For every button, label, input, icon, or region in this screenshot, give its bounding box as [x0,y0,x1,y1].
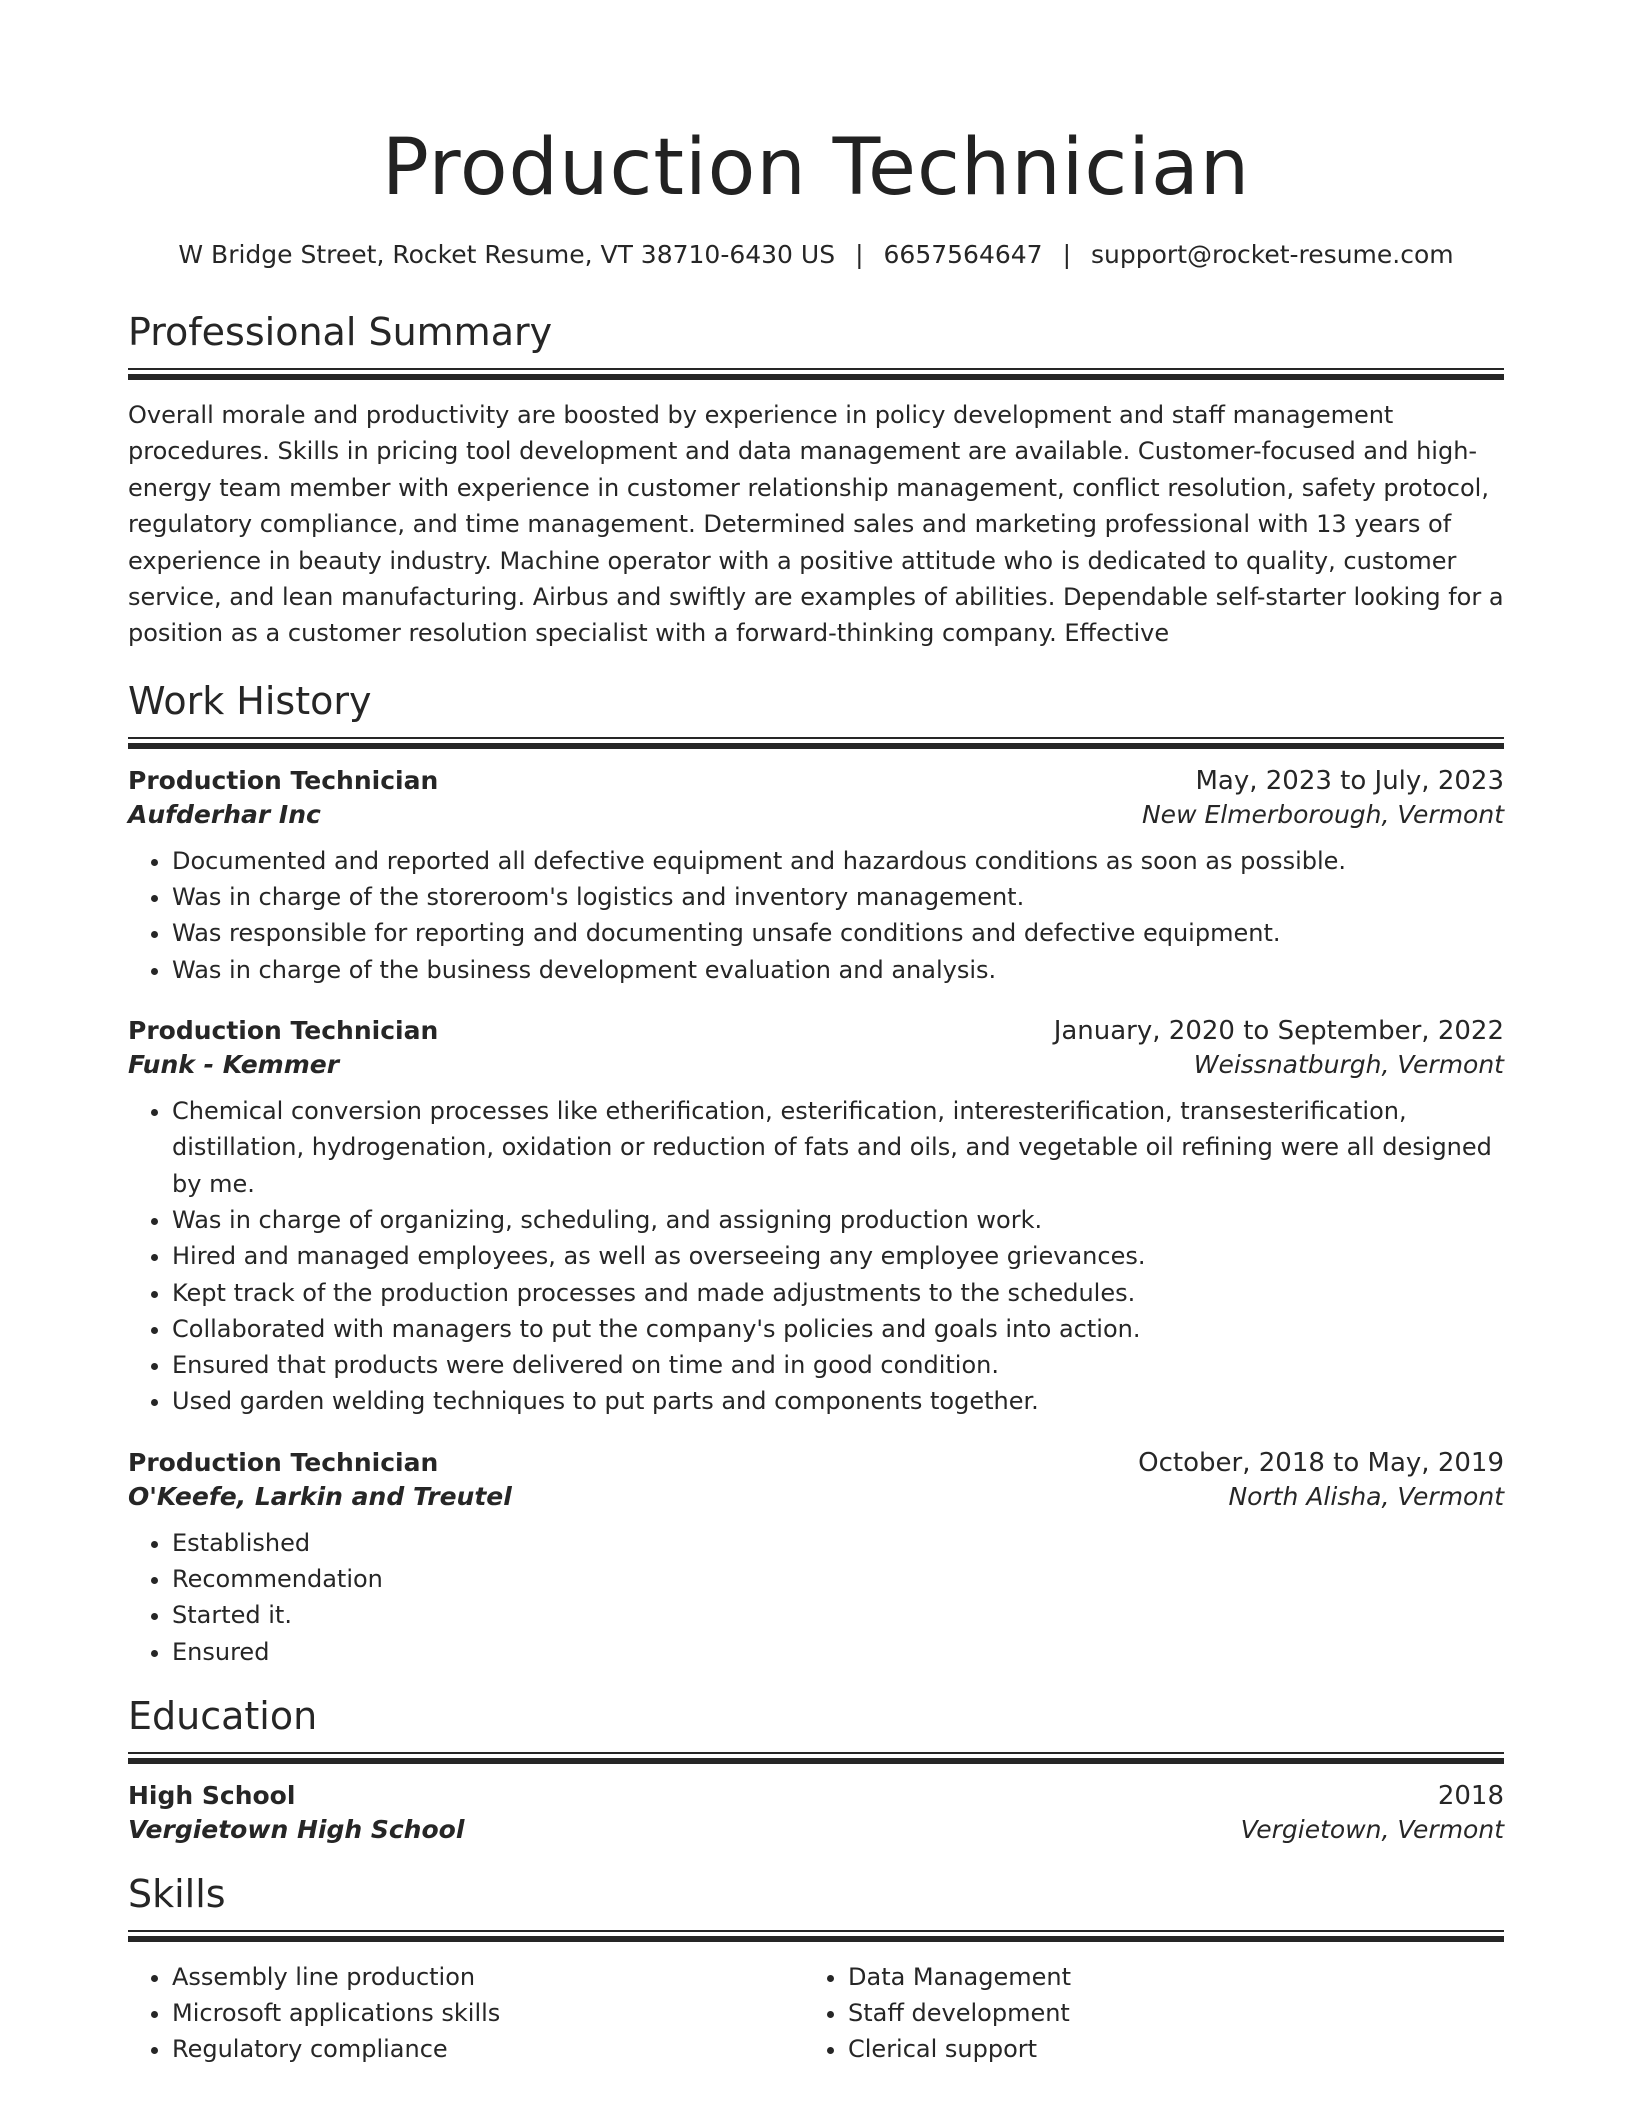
section-title: Professional Summary [128,310,553,354]
job-company: Aufderhar Inc [128,799,321,829]
job-company: Funk - Kemmer [128,1050,340,1080]
job-header [128,766,1504,796]
job-title: Production Technician [128,1016,439,1046]
job-bullets [128,1093,1504,1420]
list-item: • Was in charge of the storeroom's logistics and inventory management. [172,879,1504,915]
contact-line [128,238,1504,272]
section-title: Work History [128,678,372,723]
list-item: • Was in charge of the business development evaluation and analysis. [172,952,1504,988]
job-location: New Elmerborough, Vermont [1141,799,1504,829]
job-subheader [128,800,1504,829]
job-title: Production Technician [128,765,439,795]
education-subheader [128,1815,1504,1844]
job-entry [128,1016,1504,1420]
skill-item: • Assembly line production [172,1959,804,1995]
section-divider [128,737,1504,748]
education-entry [128,1781,1504,1844]
list-item: • Started it. [172,1597,1504,1633]
skill-item: • Microsoft applications skills [172,1995,804,2031]
job-dates: October, 2018 to May, 2019 [1138,1447,1504,1478]
job-dates: January, 2020 to September, 2022 [1053,1016,1504,1047]
list-item: • Kept track of the production processes and made adjustments to the schedules. [172,1275,1504,1311]
skills-column-right [804,1959,1480,2068]
job-entry [128,1448,1504,1670]
skills-grid [128,1959,1504,2068]
work-history-section [128,677,1504,1670]
list-item: • Hired and managed employees, as well as overseeing any employee grievances. [172,1238,1504,1274]
section-title: Skills [128,1871,226,1916]
school-location: Vergietown, Vermont [1240,1814,1504,1844]
job-entry [128,766,1504,988]
list-item: • Was responsible for reporting and documenting unsafe conditions and defective equipment. [172,915,1504,951]
degree: High School [128,1780,296,1810]
section-title: Education [128,1693,318,1738]
skill-item: • Regulatory compliance [172,2031,804,2067]
job-header [128,1448,1504,1478]
skills-column-left [128,1959,804,2068]
job-subheader [128,1050,1504,1079]
summary-section [128,308,1504,652]
job-subheader [128,1482,1504,1511]
skill-item: • Staff development [848,1995,1480,2031]
skills-section [128,1870,1504,2068]
address: W Bridge Street, Rocket Resume, VT 38710-6430 US [178,240,836,269]
job-location: North Alisha, Vermont [1228,1481,1504,1511]
job-bullets [128,1525,1504,1670]
job-location: Weissnatburgh, Vermont [1193,1050,1504,1080]
candidate-name: Production Technician [381,123,1251,213]
job-title: Production Technician [128,1447,439,1477]
job-company: O'Keefe, Larkin and Treutel [128,1481,512,1511]
phone: 6657564647 [883,240,1043,269]
list-item: • Collaborated with managers to put the company's policies and goals into action. [172,1311,1504,1347]
list-item: • Used garden welding techniques to put parts and components together. [172,1383,1504,1419]
separator: | [855,240,864,269]
email[interactable]: support@rocket-resume.com [1091,240,1454,269]
list-item: • Was in charge of organizing, scheduling, and assigning production work. [172,1202,1504,1238]
summary-text: Overall morale and productivity are boosted by experience in policy development and staff management procedures. Skills in pricing tool development and data management are available. Customer-focused and high-energy team member with experience in customer relationship management, conflict resolution, safety protocol, regulatory compliance, and time management. Determined sales and marketing professional with 13 years of experience in beauty industry. Machine operator with a positive attitude who is dedicated to quality, customer service, and lean manufacturing. Airbus and swiftly are examples of abilities. Dependable self-starter looking for a position as a customer resolution specialist with a forward-thinking company. Effective [128,401,1504,648]
list-item: • Established [172,1525,1504,1561]
list-item: • Chemical conversion processes like etherification, esterification, interesterification, transesterification, distillation, hydrogenation, oxidation or reduction of fats and oils, and vegetable oil refining were all designed by me. [172,1093,1504,1202]
section-divider [128,1752,1504,1763]
job-header [128,1016,1504,1046]
education-header [128,1781,1504,1811]
section-divider [128,1930,1504,1941]
skill-item: • Clerical support [848,2031,1480,2067]
list-item: • Ensured [172,1634,1504,1670]
school-name: Vergietown High School [128,1814,465,1844]
list-item: • Ensured that products were delivered on time and in good condition. [172,1347,1504,1383]
skill-item: • Data Management [848,1959,1480,1995]
job-bullets [128,843,1504,988]
list-item: • Documented and reported all defective equipment and hazardous conditions as soon as possible. [172,843,1504,879]
job-dates: May, 2023 to July, 2023 [1195,765,1504,796]
list-item: • Recommendation [172,1561,1504,1597]
graduation-year: 2018 [1437,1780,1504,1811]
resume-content [128,120,1504,2068]
section-divider [128,368,1504,379]
separator: | [1062,240,1072,269]
education-section [128,1692,1504,1844]
